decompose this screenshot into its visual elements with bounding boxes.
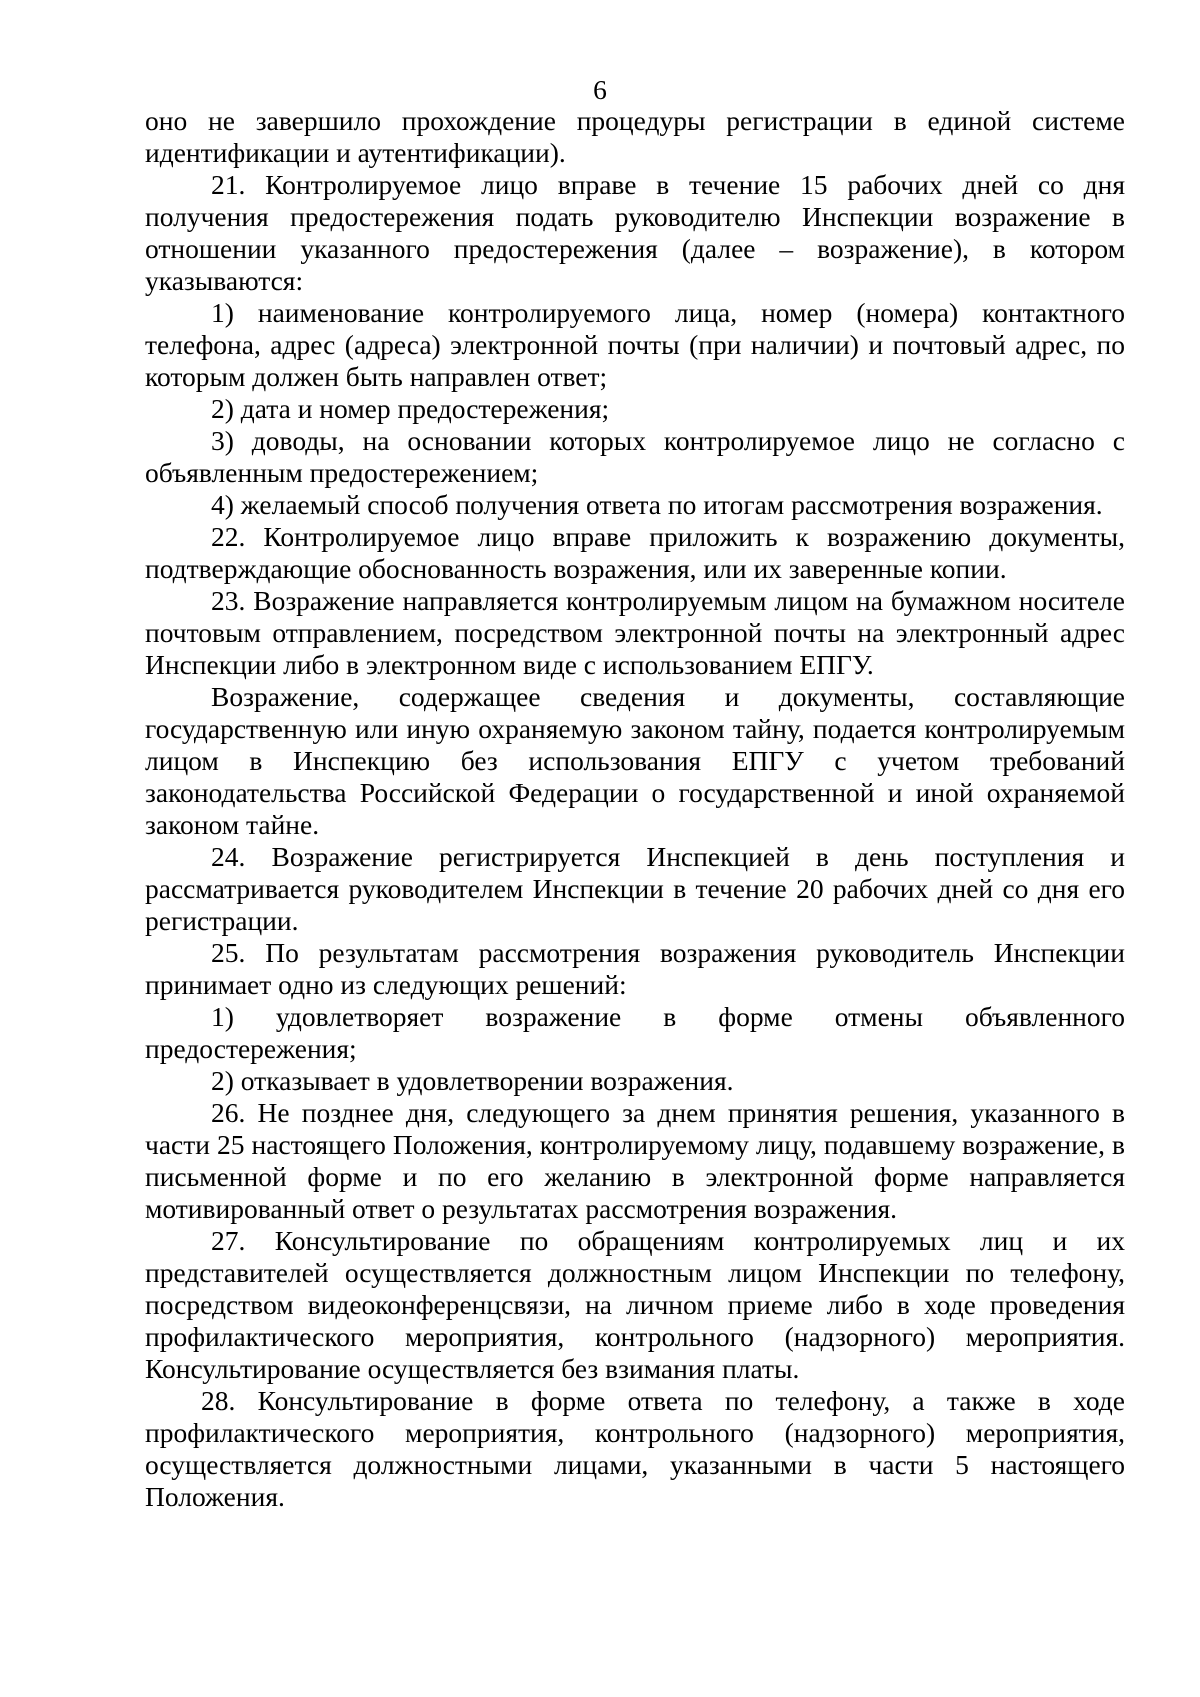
paragraph-23: 23. Возражение направляется контролируемым лицом на бумажном носителе почтовым отправлением, посредством электронной почты на электронный адрес Инспекции либо в электронном виде с использованием ЕПГУ. <box>145 585 1125 680</box>
paragraph-26: 26. Не позднее дня, следующего за днем принятия решения, указанного в части 25 настоящего Положения, контролируемому лицу, подавшему возражение, в письменной форме и по его желанию в электронной форме направляется мотивированный ответ о результатах рассмотрения возражения. <box>145 1097 1125 1224</box>
paragraph-21: 21. Контролируемое лицо вправе в течение 15 рабочих дней со дня получения предостережения подать руководителю Инспекции возражение в отношении указанного предостережения (далее – возражение), в котором указываются: <box>145 169 1125 296</box>
list-item-21-3: 3) доводы, на основании которых контролируемое лицо не согласно с объявленным предостережением; <box>145 425 1125 488</box>
paragraph-27: 27. Консультирование по обращениям контролируемых лиц и их представителей осуществляется должностным лицом Инспекции по телефону, посредством видеоконференцсвязи, на личном приеме либо в ходе проведения профилактического мероприятия, контрольного (надзорного) мероприятия. Консультирование осуществляется без взимания платы. <box>145 1225 1125 1384</box>
list-item-21-2: 2) дата и номер предостережения; <box>211 393 610 424</box>
paragraph-24: 24. Возражение регистрируется Инспекцией в день поступления и рассматривается руководителем Инспекции в течение 20 рабочих дней со дня его регистрации. <box>145 841 1125 936</box>
paragraph-22: 22. Контролируемое лицо вправе приложить к возражению документы, подтверждающие обоснованность возражения, или их заверенные копии. <box>145 521 1125 584</box>
document-body <box>145 105 1125 1513</box>
paragraph-continuation: оно не завершило прохождение процедуры регистрации в единой системе идентификации и аутентификации). <box>145 105 1125 168</box>
list-item-25-1: 1) удовлетворяет возражение в форме отмены объявленного предостережения; <box>145 1001 1125 1064</box>
list-item-21-4: 4) желаемый способ получения ответа по итогам рассмотрения возражения. <box>211 489 1103 520</box>
list-item-25-2: 2) отказывает в удовлетворении возражения. <box>211 1065 734 1096</box>
paragraph-25: 25. По результатам рассмотрения возражения руководитель Инспекции принимает одно из следующих решений: <box>145 937 1125 1000</box>
page-number: 6 <box>593 74 607 105</box>
paragraph-28: 28. Консультирование в форме ответа по телефону, а также в ходе профилактического мероприятия, контрольного (надзорного) мероприятия, осуществляется должностными лицами, указанными в части 5 настоящего Положения. <box>145 1385 1125 1512</box>
paragraph-23-secret: Возражение, содержащее сведения и документы, составляющие государственную или иную охраняемую законом тайну, подается контролируемым лицом в Инспекцию без использования ЕПГУ с учетом требований законодательства Российской Федерации о государственной и иной охраняемой законом тайне. <box>145 681 1125 840</box>
list-item-21-1: 1) наименование контролируемого лица, номер (номера) контактного телефона, адрес (адреса) электронной почты (при наличии) и почтовый адрес, по которым должен быть направлен ответ; <box>145 297 1125 392</box>
